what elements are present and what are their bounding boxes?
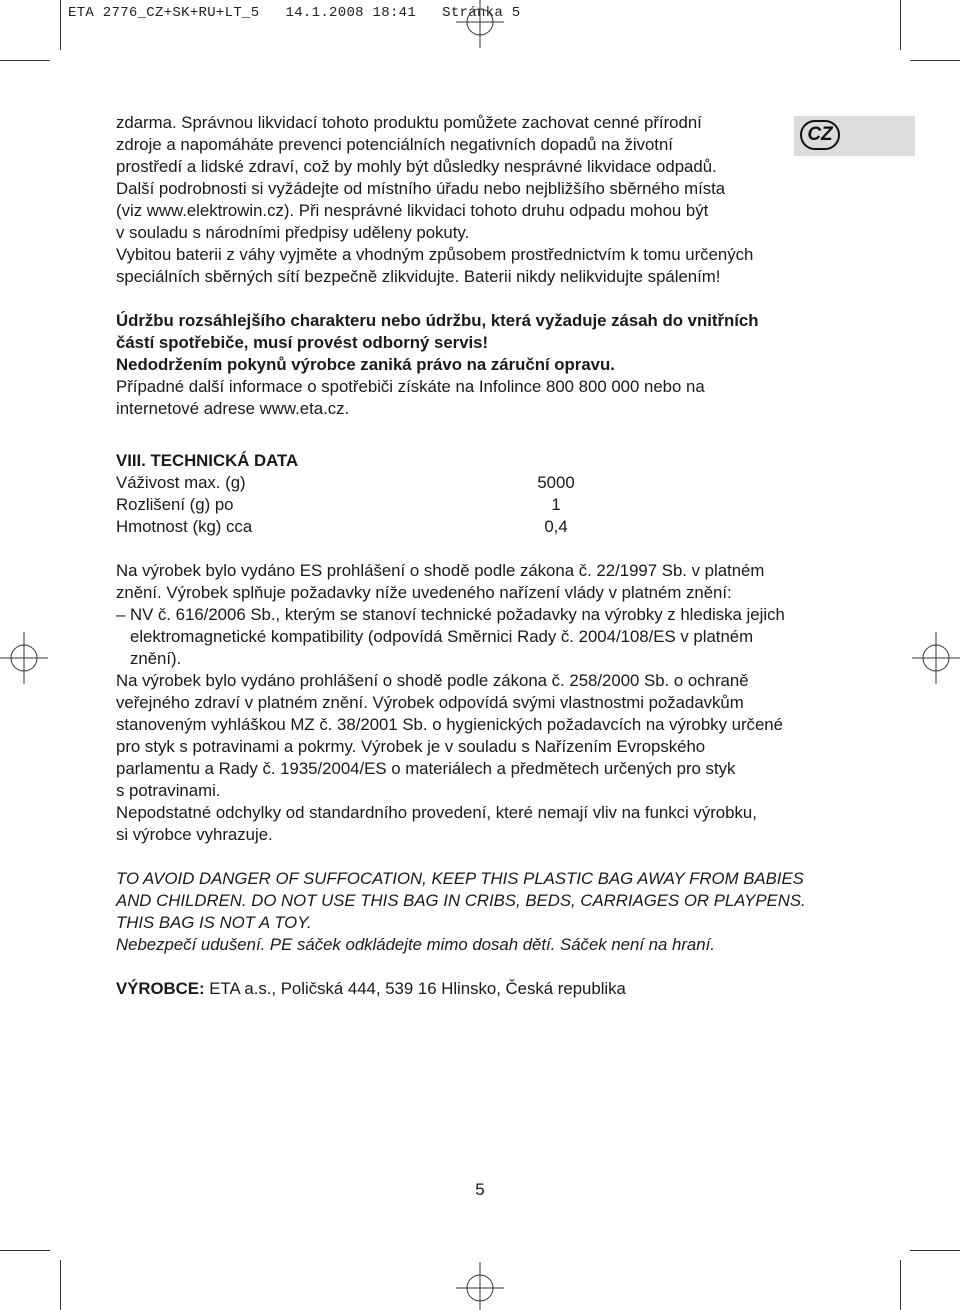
- service-warning-line: Údržbu rozsáhlejšího charakteru nebo údržbu, která vyžaduje zásah do vnitřních: [116, 311, 759, 330]
- spacer: [116, 846, 846, 868]
- manufacturer-address: ETA a.s., Poličská 444, 539 16 Hlinsko, Česká republika: [204, 979, 626, 998]
- text-line: Na výrobek bylo vydáno prohlášení o shodě podle zákona č. 258/2000 Sb. o ochraně: [116, 671, 749, 690]
- text-line: stanoveným vyhláškou MZ č. 38/2001 Sb. o hygienických požadavcích na výrobky určené: [116, 715, 783, 734]
- text-line: znění).: [130, 649, 182, 668]
- text-line: zdarma. Správnou likvidací tohoto produktu pomůžete zachovat cenné přírodní: [116, 113, 702, 132]
- warning-line: THIS BAG IS NOT A TOY.: [116, 913, 312, 932]
- technical-data-table: [116, 472, 596, 538]
- table-row: [116, 494, 596, 516]
- registration-mark-top: [452, 0, 508, 48]
- warning-line: AND CHILDREN. DO NOT USE THIS BAG IN CRIBS, BEDS, CARRIAGES OR PLAYPENS.: [116, 891, 806, 910]
- service-section: [116, 310, 846, 420]
- spec-value: 5000: [537, 473, 575, 492]
- crop-mark-top-left: [60, 0, 61, 50]
- crop-mark-top-right-h: [910, 60, 960, 61]
- text-line: si výrobce vyhrazuje.: [116, 825, 273, 844]
- crop-mark-bottom-right: [900, 1260, 901, 1310]
- crop-mark-bottom-right-h: [910, 1250, 960, 1251]
- declaration-section: [116, 560, 846, 846]
- spec-label: Hmotnost (kg) cca: [116, 517, 253, 536]
- crop-mark-top-left-h: [0, 60, 50, 61]
- text-line: zdroje a napomáháte prevenci potenciálních negativních dopadů na životní: [116, 135, 673, 154]
- spec-label: Rozlišení (g) po: [116, 495, 234, 514]
- bag-warning-section: [116, 868, 846, 956]
- text-line: – NV č. 616/2006 Sb., kterým se stanoví technické požadavky na výrobky z hlediska jejich: [116, 605, 785, 624]
- table-row: [116, 472, 596, 494]
- text-line: prostředí a lidské zdraví, což by mohly být důsledky nesprávné likvidace odpadů.: [116, 157, 717, 176]
- warranty-warning-line: Nedodržením pokynů výrobce zaniká právo na záruční opravu.: [116, 355, 615, 374]
- table-row: [116, 516, 596, 538]
- registration-mark-bottom: [452, 1262, 508, 1310]
- text-line: Vybitou baterii z váhy vyjměte a vhodným způsobem prostřednictvím k tomu určených: [116, 245, 754, 264]
- text-line: elektromagnetické kompatibility (odpovídá Směrnici Rady č. 2004/108/ES v platném: [130, 627, 754, 646]
- warning-line: Nebezpečí udušení. PE sáček odkládejte mimo dosah dětí. Sáček není na hraní.: [116, 935, 715, 954]
- disposal-section: [116, 112, 846, 288]
- print-header: ETA 2776_CZ+SK+RU+LT_5 14.1.2008 18:41 Stránka 5: [68, 5, 521, 21]
- warning-line: TO AVOID DANGER OF SUFFOCATION, KEEP THIS PLASTIC BAG AWAY FROM BABIES: [116, 869, 804, 888]
- technical-data-heading: VIII. TECHNICKÁ DATA: [116, 451, 299, 470]
- text-line: (viz www.elektrowin.cz). Při nesprávné likvidaci tohoto druhu odpadu mohou být: [116, 201, 709, 220]
- text-line: veřejného zdraví v platném znění. Výrobek odpovídá svými vlastnostmi požadavkům: [116, 693, 744, 712]
- spacer: [116, 956, 846, 978]
- crop-mark-top-right: [900, 0, 901, 50]
- text-line: s potravinami.: [116, 781, 221, 800]
- spec-label: Váživost max. (g): [116, 473, 246, 492]
- crop-mark-bottom-left-h: [0, 1250, 50, 1251]
- info-line: Případné další informace o spotřebiči získáte na Infolince 800 800 000 nebo na: [116, 377, 705, 396]
- spacer: [116, 538, 846, 560]
- language-badge-label: CZ: [800, 120, 840, 150]
- page-content: [116, 112, 846, 1000]
- text-line: Nepodstatné odchylky od standardního provedení, které nemají vliv na funkci výrobku,: [116, 803, 757, 822]
- text-line: speciálních sběrných sítí bezpečně zlikvidujte. Baterii nikdy nelikvidujte spálením!: [116, 267, 721, 286]
- text-line: Na výrobek bylo vydáno ES prohlášení o shodě podle zákona č. 22/1997 Sb. v platném: [116, 561, 765, 580]
- text-line: parlamentu a Rady č. 1935/2004/ES o materiálech a předmětech určených pro styk: [116, 759, 736, 778]
- text-line: znění. Výrobek splňuje požadavky níže uvedeného nařízení vlády v platném znění:: [116, 583, 732, 602]
- service-warning-line: částí spotřebiče, musí provést odborný servis!: [116, 333, 489, 352]
- text-line: Další podrobnosti si vyžádejte od místního úřadu nebo nejbližšího sběrného místa: [116, 179, 726, 198]
- info-line: internetové adrese www.eta.cz.: [116, 399, 350, 418]
- text-line: v souladu s národními předpisy uděleny pokuty.: [116, 223, 470, 242]
- registration-mark-right: [912, 630, 960, 686]
- manufacturer-label: VÝROBCE:: [116, 979, 205, 998]
- page-number: 5: [475, 1180, 485, 1199]
- crop-mark-bottom-left: [60, 1260, 61, 1310]
- manufacturer-line: [116, 978, 846, 1000]
- registration-mark-left: [0, 630, 48, 686]
- spacer: [116, 288, 846, 310]
- spec-value: 1: [551, 495, 561, 514]
- text-line: pro styk s potravinami a pokrmy. Výrobek je v souladu s Nařízením Evropského: [116, 737, 706, 756]
- spec-value: 0,4: [544, 517, 568, 536]
